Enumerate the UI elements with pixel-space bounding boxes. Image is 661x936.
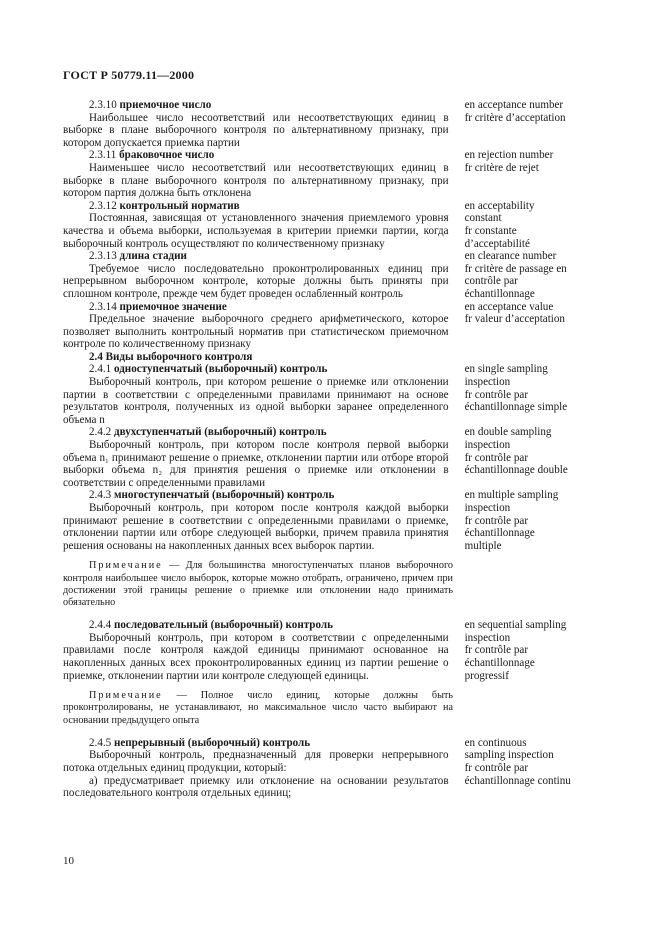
term-definition: Наименьшее число несоответствий или несоответствующих единиц в выборке в плане выборочного контроля по альтернативному признаку, при котором партия должна быть отклонена (63, 161, 449, 200)
note-text: — Полное число единиц, которые должны быть проконтролированы, не устанавливают, но максимальное число часто выбирают на основании предыдущего опыта (63, 690, 454, 726)
translation-line: fr contrôle par (464, 451, 529, 464)
translation-line: inspection (464, 376, 511, 389)
translation-line: échantillonnage continu (464, 774, 571, 787)
translation-line: inspection (464, 502, 511, 514)
note (63, 690, 453, 727)
term-title: приемочное число (119, 99, 212, 111)
term-number: 2.3.12 (89, 199, 117, 212)
note-label: Примечание (89, 560, 163, 572)
document-body (63, 99, 603, 800)
term-definition: Выборочный контроль, при котором в соответствии с определенными правилами после контроля каждой единицы принимают основанное на накопленных данных всех проконтролированных единиц из партии решение о приемке, отклонении партии или контроле следующей единицы. (63, 631, 449, 682)
page-number: 10 (63, 855, 74, 867)
term-entry (63, 737, 603, 800)
term-title: двухступенчатый (выборочный) контроль (113, 426, 327, 439)
term-definition: Требуемое число последовательно проконтролированных единиц при непрерывном выборочном контроле, которые должны быть приняты при сплошном контроле, прежде чем будет проведен ослабленный контроль (63, 262, 449, 300)
translation-line: fr contrôle par (464, 761, 529, 774)
translation-line: en acceptability (464, 199, 535, 212)
term-translations (465, 250, 603, 300)
translation-line: constant (464, 212, 502, 225)
term-number: 2.3.13 (89, 250, 117, 263)
term-entry (63, 489, 603, 552)
translation-line: progressif (464, 669, 509, 682)
term-translations (465, 200, 603, 250)
note-label: Примечание (89, 690, 163, 702)
translation-line: en continuous (464, 736, 527, 749)
term-title: контрольный норматив (119, 199, 240, 212)
term-entry (63, 426, 603, 489)
translation-line: fr contrôle par (464, 514, 529, 527)
term-translations (465, 149, 603, 174)
translation-line: fr valeur d’acceptation (464, 313, 565, 326)
translation-line: en single sampling (464, 363, 548, 376)
translation-line: en sequential sampling (464, 619, 567, 632)
translation-line: échantillonnage simple (464, 401, 568, 414)
term-number: 2.4.3 (89, 489, 112, 502)
translation-line: fr contrôle par (464, 644, 529, 657)
translation-line: inspection (464, 631, 511, 644)
term-entry (63, 200, 603, 250)
term-entry (63, 250, 603, 300)
term-definition: Выборочный контроль, предназначенный для проверки непрерывного потока отдельных единиц продукции, который: (63, 749, 449, 774)
section-heading-row (63, 351, 603, 364)
term-entry (63, 301, 603, 351)
term-definition: Выборочный контроль, при котором решение о приемке или отклонении партии в соответствии с определенными правилами принимают на основе результатов контроля, полученных из одной выборки заранее определенного объема n (63, 376, 449, 426)
translation-line: d’acceptabilité (464, 237, 530, 250)
note (63, 560, 453, 609)
translation-line: sampling inspection (464, 749, 554, 762)
term-title: многоступенчатый (выборочный) контроль (113, 489, 335, 502)
term-entry (63, 149, 603, 199)
translation-line: contrôle par (464, 275, 518, 288)
term-definition: Постоянная, зависящая от установленного значения приемлемого уровня качества и объема выборки, используемая в критерии приемки партии, когда выборочный контроль осуществляют по количественному признаку (63, 212, 449, 250)
term-definition-item: а) предусматривает приемку или отклонение на основании результатов последовательного контроля отдельных единиц; (63, 774, 449, 800)
term-entry (63, 99, 603, 149)
term-translations (465, 489, 603, 552)
term-definition: Наибольшее число несоответствий или несоответствующих единиц в выборке в плане выборочного контроля по альтернативному признаку, при котором допускается приемка партии (63, 111, 449, 149)
term-title: одноступенчатый (выборочный) контроль (113, 363, 328, 376)
term-translations (465, 301, 603, 326)
term-entry (63, 363, 603, 426)
term-translations (465, 426, 603, 476)
term-translations (465, 99, 603, 124)
term-definition: Предельное значение выборочного среднего арифметического, которое позволяет выполнить контрольный норматив при статистическом приемочном контроле по количественному признаку (63, 313, 449, 351)
translation-line: échantillonnage (464, 527, 535, 540)
translation-line: en rejection number (464, 149, 554, 162)
translation-line: échantillonnage (464, 287, 535, 300)
section-heading: 2.4 Виды выборочного контроля (89, 350, 253, 363)
term-title: приемочное значение (119, 300, 227, 313)
term-number: 2.4.1 (89, 363, 112, 376)
translation-line: échantillonnage double (464, 464, 568, 477)
translation-line: multiple (464, 539, 502, 552)
translation-line: fr critère d’acceptation (464, 111, 566, 124)
term-number: 2.4.2 (89, 426, 112, 439)
term-definition: Выборочный контроль, при котором после контроля каждой выборки принимают решение в соответствии с определенными правилами о приемке, отклонении партии или отборе следующей выборки, причем правила принятия решения основаны на накопленных данных всех выборок партии. (63, 502, 449, 552)
term-number: 2.3.14 (89, 300, 117, 313)
term-number: 2.3.10 (89, 99, 117, 111)
translation-line: échantillonnage (464, 656, 535, 669)
translation-line: fr constante (464, 224, 517, 237)
translation-line: en acceptance number (464, 99, 564, 111)
translation-line: en multiple sampling (464, 489, 559, 502)
translation-line: en double sampling (464, 426, 552, 439)
term-title: непрерывный (выборочный) контроль (113, 736, 311, 749)
term-title: последовательный (выборочный) контроль (113, 619, 333, 632)
term-title: длина стадии (119, 250, 187, 263)
term-definition: Выборочный контроль, при котором после контроля первой выборки объема n₁ принимают решение о приемке, отклонении партии или отборе второй выборки объема n₂ для принятия решения о приемке или отклонении в соответствии с определенными правилами (63, 439, 449, 489)
document-header: ГОСТ Р 50779.11—2000 (63, 68, 195, 82)
translation-line: fr critère de rejet (464, 161, 539, 174)
term-title: браковочное число (119, 149, 215, 162)
term-translations (465, 619, 603, 682)
term-entry (63, 619, 603, 682)
term-number: 2.4.5 (89, 736, 112, 749)
term-number: 2.3.11 (89, 149, 117, 162)
translation-line: inspection (464, 439, 511, 452)
term-translations (465, 737, 603, 787)
translation-line: fr contrôle par (464, 388, 529, 401)
note-text: — Для большинства многоступенчатых планов выборочного контроля наибольшее число выборок, которые можно отобрать, ограничено, причем при достижении этой границы решение о приемке или отклонении надо принимать обязательно (63, 560, 453, 608)
term-translations (465, 363, 603, 413)
translation-line: fr critère de passage en (464, 262, 567, 275)
translation-line: en acceptance value (464, 300, 554, 313)
translation-line: en clearance number (464, 250, 557, 263)
term-number: 2.4.4 (89, 619, 112, 632)
